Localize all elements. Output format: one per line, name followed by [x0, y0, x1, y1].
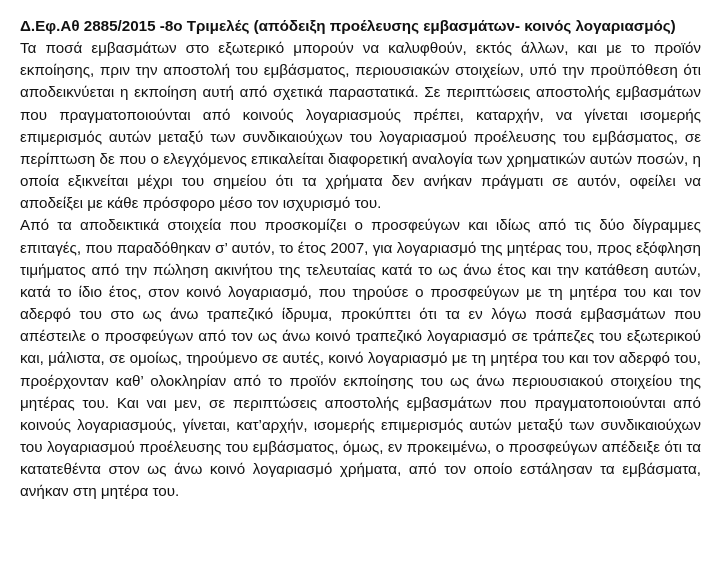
document-body	[20, 16, 701, 503]
document-heading: Δ.Εφ.Αθ 2885/2015 -8ο Τριμελές (απόδειξη προέλευσης εμβασμάτων- κοινός λογαριασμός)	[20, 18, 676, 35]
paragraph-1: Τα ποσά εμβασμάτων στο εξωτερικό μπορούν να καλυφθούν, εκτός άλλων, και με το προϊόν εκποίησης, πριν την αποστολή του εμβάσματος, περιουσιακών στοιχείων, υπό την προϋπόθεση ότι αποδεικνύεται η εκποίηση αυτή από σχετικά παραστατικά. Σε περιπτώσεις αποστολής εμβασμάτων που πραγματοποιούνται από κοινούς λογαριασμούς πρέπει, καταρχήν, να γίνεται ισομερής επιμερισμός αυτών μεταξύ των συνδικαιούχων του λογαριασμού προέλευσης του εμβάσματος, σε περίπτωση δε που ο ελεγχόμενος επικαλείται διαφορετική αναλογία των χρηματικών αυτών ποσών, η οποία εξικνείται μέχρι του σημείου ότι τα χρήματα δεν ανήκαν πράγματι σε αυτόν, οφείλει να αποδείξει με κάθε πρόσφορο μέσο τον ισχυρισμό του.	[20, 40, 701, 213]
paragraph-2: Από τα αποδεικτικά στοιχεία που προσκομίζει ο προσφεύγων και ιδίως από τις δύο δίγραμμες επιταγές, που παραδόθηκαν σ’ αυτόν, το έτος 2007, για λογαριασμό της μητέρας του, προς εξόφληση τιμήματος από την πώληση ακινήτου της τελευταίας κατά το ως άνω έτος και την κατάθεση αυτών, κατά το ίδιο έτος, στον κοινό λογαριασμό, που τηρούσε ο προσφεύγων με τη μητέρα του και τον αδερφό του στο ως άνω τραπεζικό ίδρυμα, προκύπτει ότι τα εν λόγω ποσά εμβασμάτων που απέστειλε ο προσφεύγων από τον ως άνω κοινό τραπεζικό λογαριασμό σε τράπεζες του εξωτερικού και, μάλιστα, σε ομοίως, τηρούμενο σε αυτές, κοινό λογαριασμό με τη μητέρα του και τον αδερφό του, προέρχονταν καθ’ ολοκληρίαν από το προϊόν εκποίησης του ως άνω περιουσιακού στοιχείου της μητέρας του. Και ναι μεν, σε περιπτώσεις αποστολής εμβασμάτων που πραγματοποιούνται από κοινούς λογαριασμούς, γίνεται, κατ’αρχήν, ισομερής επιμερισμός αυτών μεταξύ των συνδικαιούχων του λογαριασμού προέλευσης του εμβάσματος, όμως, εν προκειμένω, ο προσφεύγων απέδειξε ότι τα κατατεθέντα στον ως άνω κοινό λογαριασμό χρήματα, από τον οποίο εστάλησαν τα εμβάσματα, ανήκαν στη μητέρα του.	[20, 217, 701, 501]
